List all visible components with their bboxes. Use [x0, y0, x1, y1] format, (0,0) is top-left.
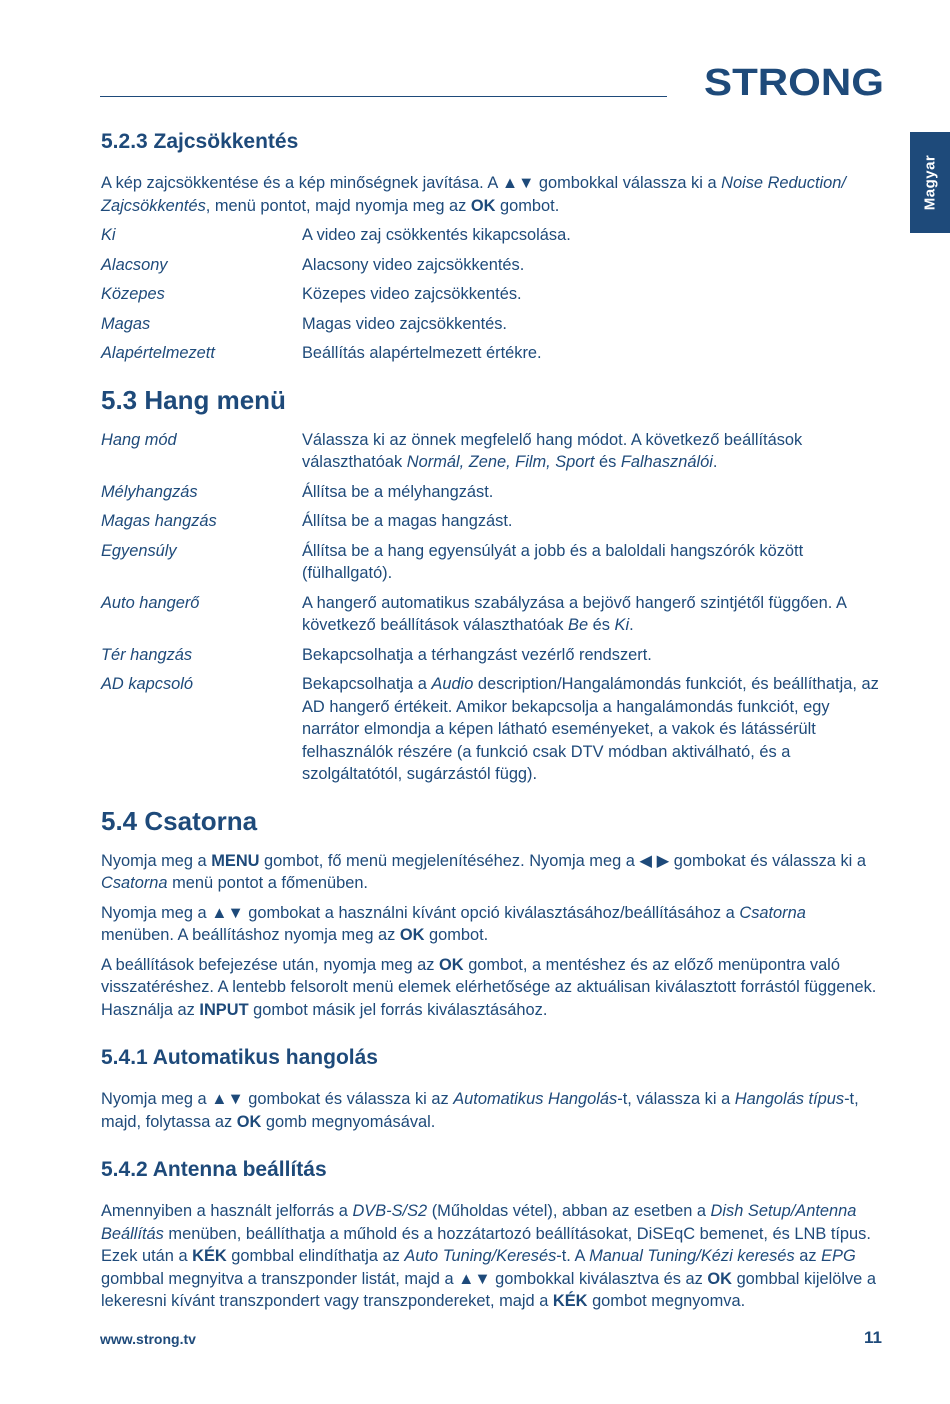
- list-item: Alacsony Alacsony video zajcsökkentés.: [101, 255, 525, 274]
- section-heading-noise-reduction: 5.2.3 Zajcsökkentés: [101, 130, 299, 153]
- section-heading-auto-tuning: 5.4.1 Automatikus hangolás: [101, 1046, 378, 1069]
- up-down-arrows-icon: ▲▼: [501, 174, 535, 192]
- list-item: Magas hangzás Állítsa be a magas hangzást.: [101, 512, 513, 530]
- channel-paragraph-3: A beállítások befejezése után, nyomja meg az OK gombot, a mentéshez és az előző menüpontra való visszatéréshez. A lentebb felsorolt menü elemek elérhetősége az aktuálisan kiválasztott forrástól függenek. Használja az INPUT gombot másik jel forrás kiválasztásához.: [101, 955, 877, 1019]
- list-item: Ki A video zaj csökkentés kikapcsolása.: [101, 226, 571, 244]
- section-heading-sound-menu: 5.3 Hang menü: [101, 384, 286, 415]
- list-item: AD kapcsoló Bekapcsolhatja a Audio description/Hangalámondás funkciót, és beállíthatja, az AD hangerő értékeit. Amikor bekapcsolja a hangalámondás funkciót, egy narrátor elmondja a képen látható eseményeket, a vakok és látássérült felhasználók részére (a funkció csak DTV módban aktiválható, és a szolgáltatótól, sugárzástól függ).: [101, 675, 879, 783]
- up-down-arrows-icon: ▲▼: [458, 1269, 491, 1288]
- list-item: Auto hangerő A hangerő automatikus szabályzása a bejövő hangerő szintjétől függően. A következő beállítások választhatóak Be és Ki.: [101, 593, 846, 634]
- logo-text: STRONG: [704, 64, 884, 100]
- auto-tuning-paragraph: Nyomja meg a ▲▼ gombokat és válassza ki az Automatikus Hangolás-t, válassza ki a Hangolás típus-t, majd, folytassa az OK gomb megnyomásával.: [101, 1090, 859, 1131]
- footer-website-link[interactable]: www.strong.tv: [100, 1331, 196, 1347]
- list-item: Mélyhangzás Állítsa be a mélyhangzást.: [101, 482, 494, 501]
- channel-paragraph-1: Nyomja meg a MENU gombot, fő menü megjelenítéséhez. Nyomja meg a ◀ ▶ gombokat és válassza ki a Csatorna menü pontot a főmenüben.: [101, 851, 866, 892]
- antenna-paragraph: Amennyiben a használt jelforrás a DVB-S/S2 (Műholdas vétel), abban az esetben a Dish Setup/Antenna Beállítás menüben, beállíthatja a műhold és a hozzátartozó beállításokat, DiSEqC bemenet, és LNB típus. Ezek után a KÉK gombbal elindíthatja az Auto Tuning/Keresés-t. A Manual Tuning/Kézi keresés az EPG gombbal megnyitva a transzponder listát, majd a ▲▼ gombokkal kiválasztva és az OK gombbal kijelölve a lekeresni kívánt transzpondert vagy transzpondereket, majd a KÉK gombot megnyomva.: [101, 1202, 876, 1310]
- header-rule: [100, 96, 667, 97]
- language-tab-label: Magyar: [921, 154, 939, 211]
- list-item: Tér hangzás Bekapcsolhatja a térhangzást vezérlő rendszert.: [101, 645, 652, 664]
- section-heading-antenna-setup: 5.4.2 Antenna beállítás: [101, 1158, 327, 1181]
- section-heading-channel: 5.4 Csatorna: [101, 805, 258, 836]
- list-item: Magas Magas video zajcsökkentés.: [101, 314, 507, 333]
- noise-intro-paragraph: A kép zajcsökkentése és a kép minőségnek javítása. A ▲▼ gombokkal válassza ki a Noise Reduction/ Zajcsökkentés, menü pontot, majd nyomja meg az OK gombot.: [101, 174, 846, 215]
- page-content: [101, 128, 881, 1320]
- sound-options-list: [101, 429, 881, 786]
- list-item: Egyensúly Állítsa be a hang egyensúlyát a jobb és a baloldali hangszórók között (fülhallgató).: [101, 541, 804, 582]
- strong-logo: [704, 64, 884, 100]
- language-tab: [910, 132, 950, 233]
- noise-options-list: [101, 224, 881, 365]
- channel-paragraph-2: Nyomja meg a ▲▼ gombokat a használni kívánt opció kiválasztásához/beállításához a Csatorna menüben. A beállításhoz nyomja meg az OK gombot.: [101, 903, 806, 944]
- up-down-arrows-icon: ▲▼: [211, 1090, 244, 1108]
- page-number: 11: [864, 1328, 882, 1347]
- up-down-arrows-icon: ▲▼: [211, 903, 244, 922]
- list-item: Hang mód Válassza ki az önnek megfelelő hang módot. A következő beállítások választhatóak Normál, Zene, Film, Sport és Falhasználói.: [101, 430, 803, 471]
- list-item: Alapértelmezett Beállítás alapértelmezett értékre.: [101, 344, 542, 362]
- list-item: Közepes Közepes video zajcsökkentés.: [101, 285, 522, 303]
- left-right-arrows-icon: ◀ ▶: [639, 851, 670, 870]
